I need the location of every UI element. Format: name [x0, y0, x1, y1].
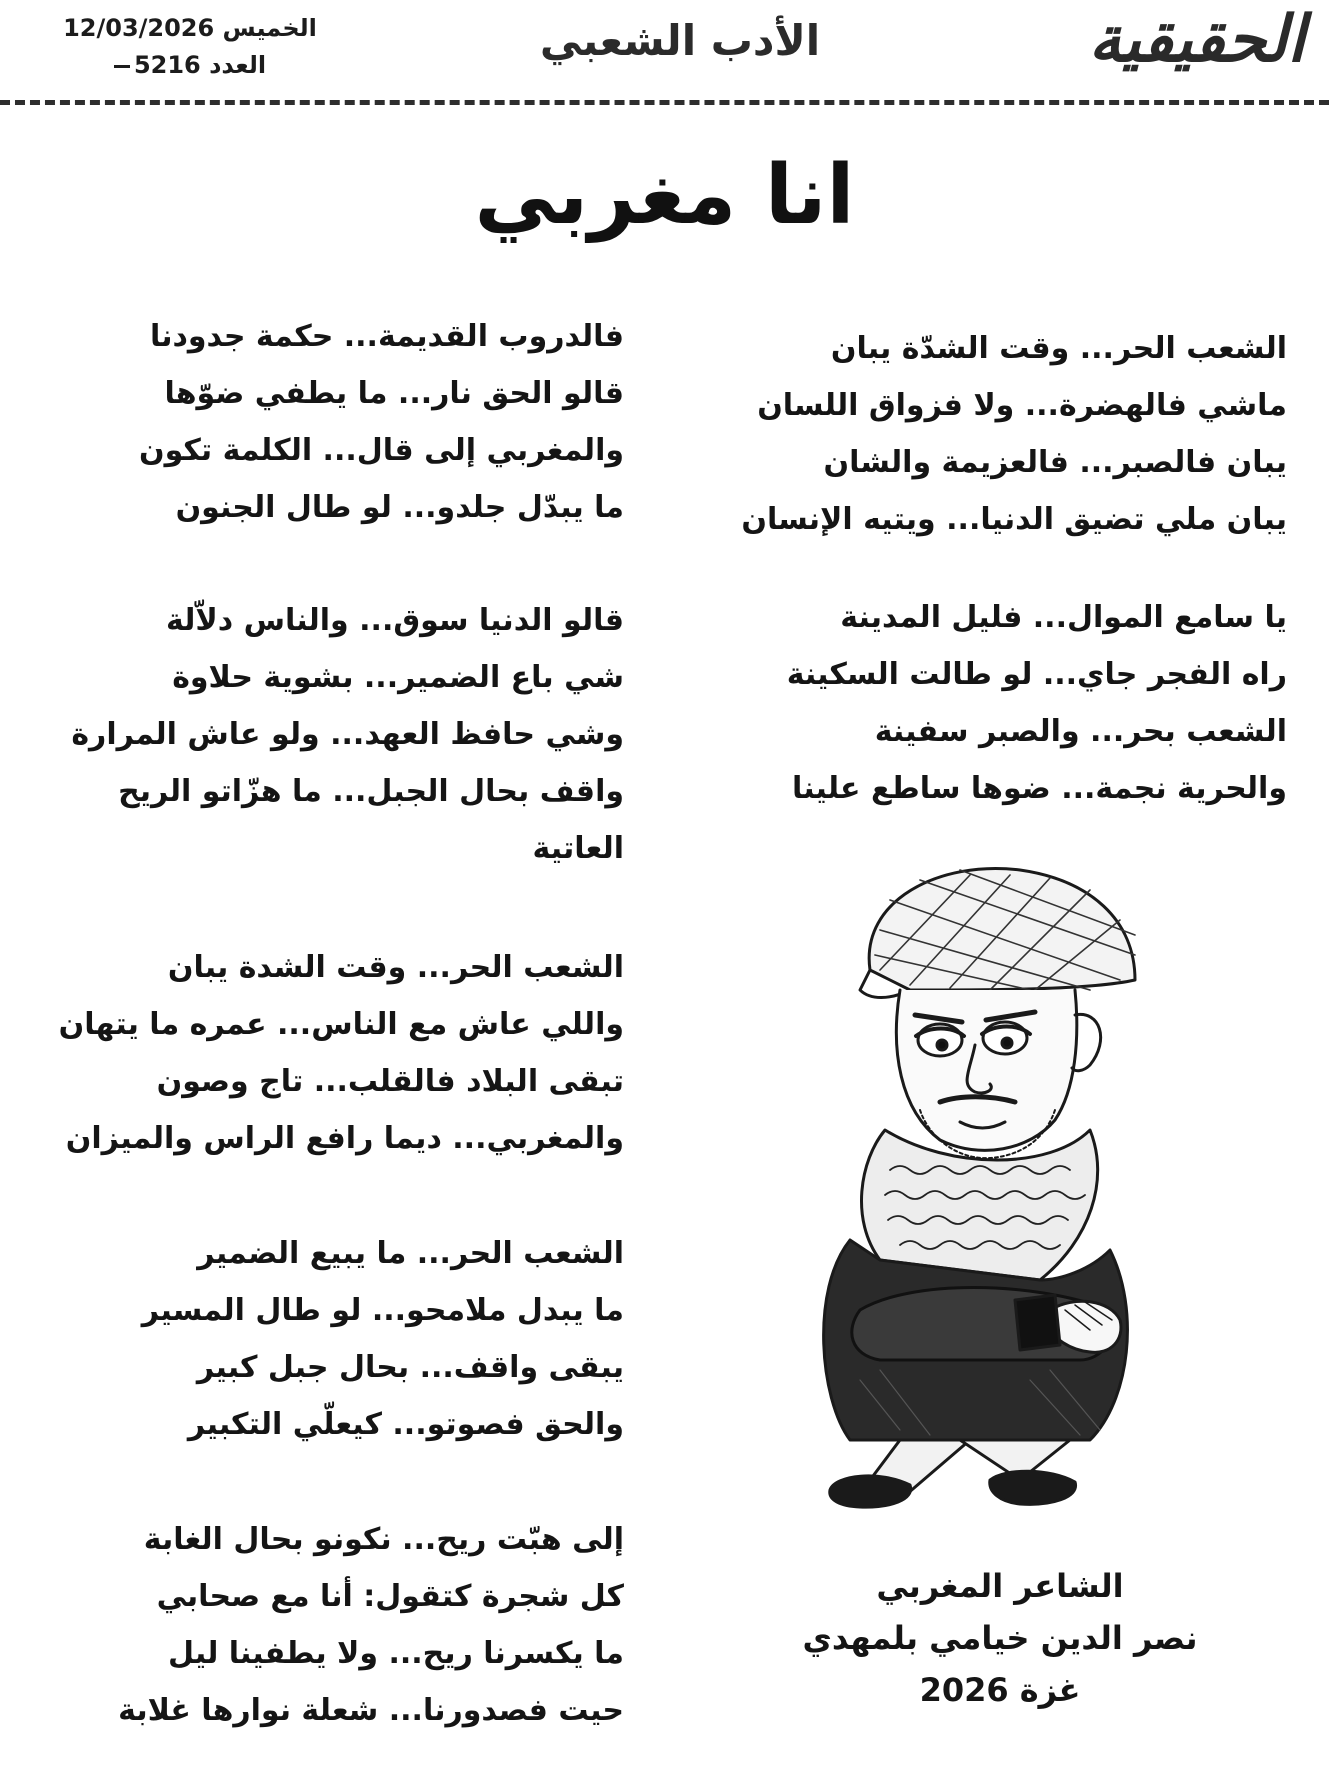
poem-line: وشي حافظ العهد... ولو عاش المرارة [71, 717, 624, 752]
stanza-left-4 [4, 1225, 624, 1453]
stanza-left-2 [4, 592, 624, 877]
poem-line: الشعب الحر... وقت الشدة يبان [167, 950, 624, 985]
man-in-flat-cap-with-keffiyeh-drawing [790, 840, 1210, 1520]
poem-line: والحرية نجمة... ضوها ساطع علينا [792, 771, 1287, 806]
poem-line: ما يبدل ملامحو... لو طال المسير [141, 1293, 624, 1328]
poem-line: والمغربي... ديما رافع الراس والميزان [65, 1121, 624, 1156]
issue-number-row [40, 47, 340, 84]
stanza-left-5 [4, 1511, 624, 1739]
poem-title: انا مغربي [474, 148, 855, 243]
issue-dash [114, 65, 130, 68]
poem-line: ماشي فالهضرة... ولا فزواق اللسان [757, 388, 1287, 423]
poem-line: كل شجرة كتقول: أنا مع صحابي [156, 1579, 624, 1614]
poem-line: الشعب بحر... والصبر سفينة [874, 714, 1287, 749]
poem-line: قالو الحق نار... ما يطفي ضوّها [164, 376, 624, 411]
poem-line: الشعب الحر... ما يبيع الضمير [197, 1236, 624, 1271]
issue-date: الخميس 12/03/2026 [63, 14, 317, 42]
issue-info [40, 10, 340, 84]
poem-line: ما يبدّل جلدو... لو طال الجنون [175, 490, 624, 525]
poem-line: إلى هبّت ريح... نكونو بحال الغابة [143, 1522, 624, 1557]
poem-line: والحق فصوتو... كيعلّي التكبير [187, 1407, 624, 1442]
poem-line: ما يكسرنا ريح... ولا يطفينا ليل [168, 1636, 624, 1671]
poem-line: تبقى البلاد فالقلب... تاج وصون [156, 1064, 624, 1099]
poem-line: والمغربي إلى قال... الكلمة تكون [139, 433, 624, 468]
poem-line: يا سامع الموال... فليل المدينة [840, 600, 1287, 635]
issue-number: العدد 5216 [133, 51, 267, 80]
section-title: الأدب الشعبي [539, 16, 821, 65]
poem-line: يبان ملي تضيق الدنيا... ويتيه الإنسان [741, 502, 1287, 537]
poem-line: واللي عاش مع الناس... عمره ما يتهان [58, 1007, 624, 1042]
poem-line: يبقى واقف... بحال جبل كبير [196, 1350, 624, 1385]
author-title: الشاعر المغربي [876, 1567, 1124, 1605]
masthead [0, 0, 1329, 112]
author-place-year: غزة 2026 [919, 1671, 1081, 1709]
poem-line: واقف بحال الجبل... ما هزّاتو الريح [118, 774, 624, 809]
poem-line: العاتية [532, 831, 624, 866]
poem-line: راه الفجر جاي... لو طالت السكينة [786, 657, 1287, 692]
author-credit [730, 1560, 1270, 1716]
poem-line: حيت فصدورنا... شعلة نوارها غلابة [118, 1693, 624, 1728]
poet-illustration [790, 840, 1210, 1520]
poem-line: شي باع الضمير... بشوية حلاوة [172, 660, 624, 695]
poem-line: قالو الدنيا سوق... والناس دلاّلة [165, 603, 624, 638]
poem-line: فالدروب القديمة... حكمة جدودنا [149, 319, 624, 354]
author-name: نصر الدين خيامي بلمهدي [802, 1619, 1198, 1657]
newspaper-logo: الحقيقية [1088, 2, 1305, 77]
stanza-left-3 [4, 939, 624, 1167]
poem-line: الشعب الحر... وقت الشدّة يبان [830, 331, 1287, 366]
stanza-right-2 [667, 589, 1287, 817]
dashed-divider [0, 100, 1329, 105]
poem-line: يبان فالصبر... فالعزيمة والشان [823, 445, 1287, 480]
stanza-right-1 [667, 320, 1287, 548]
stanza-left-1 [4, 308, 624, 536]
